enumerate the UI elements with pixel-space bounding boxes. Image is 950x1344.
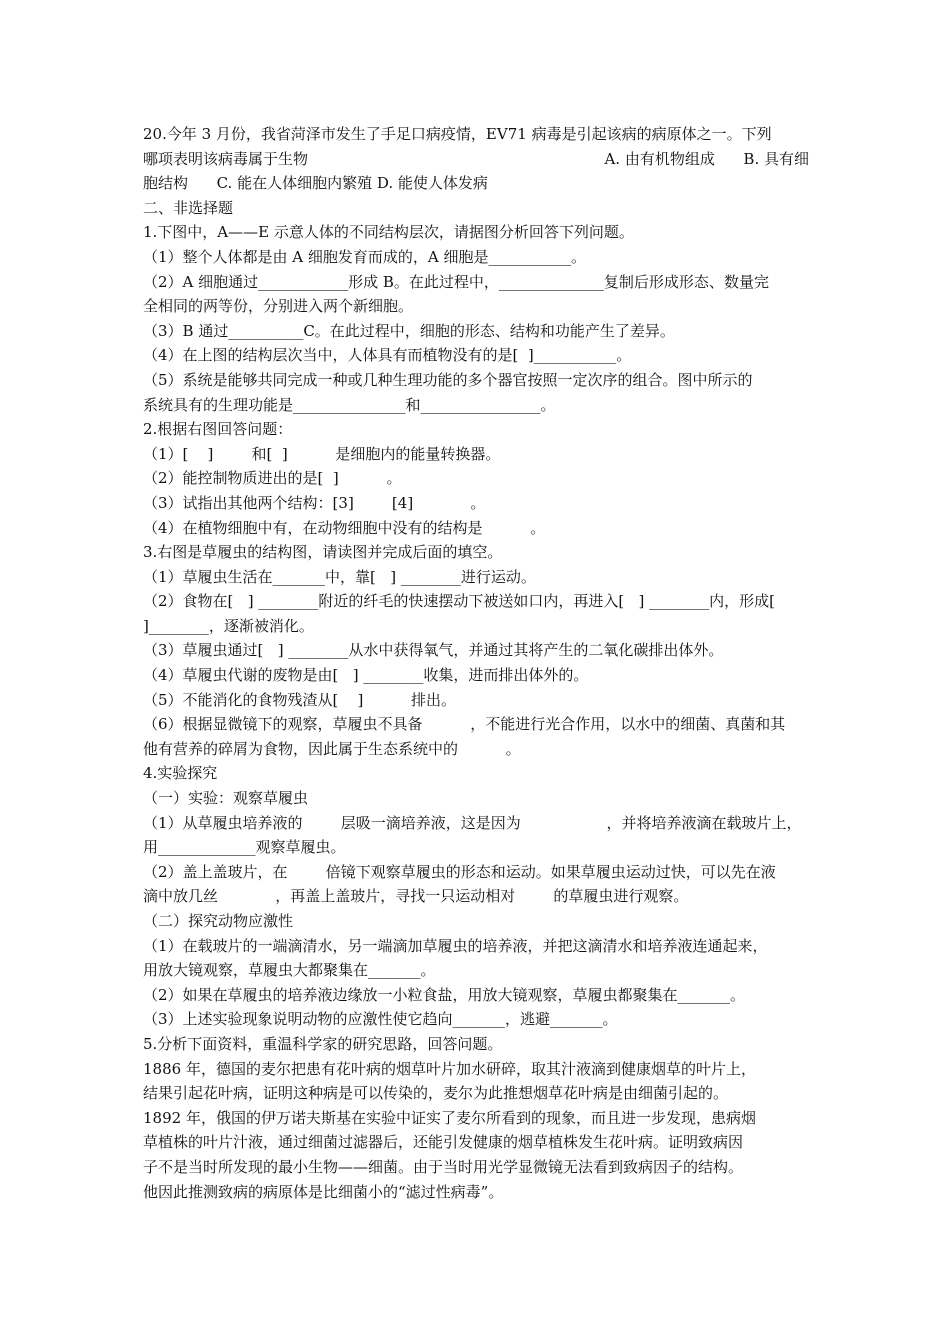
q3-part3: （3）草履虫通过[ ] ________从水中获得氧气，并通过其将产生的二氧化碳排出体外。 [143,641,724,660]
q5-para2-line3: 子不是当时所发现的最小生物——细菌。由于当时用光学显微镜无法看到致病因子的结构。 [143,1157,744,1176]
q3-part5: （5）不能消化的食物残渣从[ ] 排出。 [143,690,457,709]
q20-line1: 20.今年 3 月份，我省菏泽市发生了手足口病疫情，EV71 病毒是引起该病的病原体之一。下列 [143,125,772,143]
q1-part2-line1: （2）A 细胞通过____________形成 B。在此过程中，______________复制后形成形态、数量完 [143,272,769,291]
q3-part2-line2: ]________，逐渐被消化。 [143,616,314,635]
q2-part1: （1）[ ] 和[ ] 是细胞内的能量转换器。 [143,444,501,463]
q1-part2-line2: 全相同的两等份，分别进入两个新细胞。 [143,297,414,316]
q4-s1-part2-line1: （2）盖上盖玻片，在 倍镜下观察草履虫的形态和运动。如果草履虫运动过快，可以先在液 [143,862,776,881]
q5-title: 5.分析下面资料，重温科学家的研究思路，回答问题。 [143,1034,503,1053]
q20-stem: 哪项表明该病毒属于生物 [143,149,309,168]
q5-para2-line2: 草植株的叶片汁液，通过细菌过滤器后，还能引发健康的烟草植株发生花叶病。证明致病因 [143,1133,744,1152]
q4-s1-part2-line2: 滴中放几丝 ，再盖上盖玻片，寻找一只运动相对 的草履虫进行观察。 [143,887,689,906]
q3-part2-line1: （2）食物在[ ] ________附近的纤毛的快速摆动下被送如口内，再进入[ ] ________内，形成[ [143,592,775,611]
q5-para1-line2: 结果引起花叶病，证明这种病是可以传染的，麦尔为此推想烟草花叶病是由细菌引起的。 [143,1084,729,1103]
q3-part6-line2: 他有营养的碎屑为食物，因此属于生态系统中的 。 [143,739,521,758]
q20-options-ab: A. 由有机物组成 B. 具有细 [604,149,809,168]
q20-line2 [143,147,809,172]
q1-part5-line2: 系统具有的生理功能是_______________和________________。 [143,395,556,414]
q1-part4: （4）在上图的结构层次当中，人体具有而植物没有的是[ ]___________。 [143,346,632,365]
q5-para1-line1: 1886 年，德国的麦尔把患有花叶病的烟草叶片加水研碎，取其汁液滴到健康烟草的叶片上， [143,1059,756,1078]
q2-part4: （4）在植物细胞中有，在动物细胞中没有的结构是 。 [143,518,546,537]
document-page [143,122,809,1204]
q4-title: 4.实验探究 [143,764,218,783]
q4-s1-part1-line1: （1）从草履虫培养液的 层吸一滴培养液，这是因为 ，并将培养液滴在载玻片上， [143,813,802,832]
q2-title: 2.根据右图回答问题： [143,420,293,439]
q4-s2-part3: （3）上述实验现象说明动物的应激性使它趋向_______，逃避_______。 [143,1010,618,1029]
q3-part6-line1: （6）根据显微镜下的观察，草履虫不具备 ，不能进行光合作用，以水中的细菌、真菌和其 [143,715,786,734]
q4-section2-title: （二）探究动物应激性 [143,912,294,930]
q3-part1: （1）草履虫生活在_______中，靠[ ] ________进行运动。 [143,567,536,586]
q1-part3: （3）B 通过__________C。在此过程中，细胞的形态、结构和功能产生了差异。 [143,321,675,340]
q1-title: 1.下图中，A——E 示意人体的不同结构层次，请据图分析回答下列问题。 [143,223,634,242]
q3-part4: （4）草履虫代谢的废物是由[ ] ________收集，进而排出体外的。 [143,666,589,685]
q3-title: 3.右图是草履虫的结构图，请读图并完成后面的填空。 [143,543,503,562]
q4-s2-part1-line2: 用放大镜观察，草履虫大都聚集在_______。 [143,961,436,980]
q4-s2-part1-line1: （1）在载玻片的一端滴清水，另一端滴加草履虫的培养液，并把这滴清水和培养液连通起来， [143,936,768,955]
q1-part1: （1）整个人体都是由 A 细胞发育而成的，A 细胞是___________。 [143,247,587,266]
q4-s2-part2: （2）如果在草履虫的培养液边缘放一小粒食盐，用放大镜观察，草履虫都聚集在_______。 [143,985,746,1004]
q2-part2: （2）能控制物质进出的是[ ] 。 [143,469,402,488]
q5-para2-line4: 他因此推测致病的病原体是比细菌小的“滤过性病毒”。 [143,1182,504,1201]
section-title: 二、非选择题 [143,198,234,217]
q1-part5-line1: （5）系统是能够共同完成一种或几种生理功能的多个器官按照一定次序的组合。图中所示的 [143,370,753,389]
q2-part3: （3）试指出其他两个结构：[3] [4] 。 [143,493,486,512]
q4-section1-title: （一）实验：观察草履虫 [143,789,309,808]
q5-para2-line1: 1892 年，俄国的伊万诺夫斯基在实验中证实了麦尔所看到的现象，而且进一步发现，患病烟 [143,1108,756,1127]
q4-s1-part1-line2: 用_____________观察草履虫。 [143,838,346,857]
q20-line3: 胞结构 C. 能在人体细胞内繁殖 D. 能使人体发病 [143,174,488,193]
